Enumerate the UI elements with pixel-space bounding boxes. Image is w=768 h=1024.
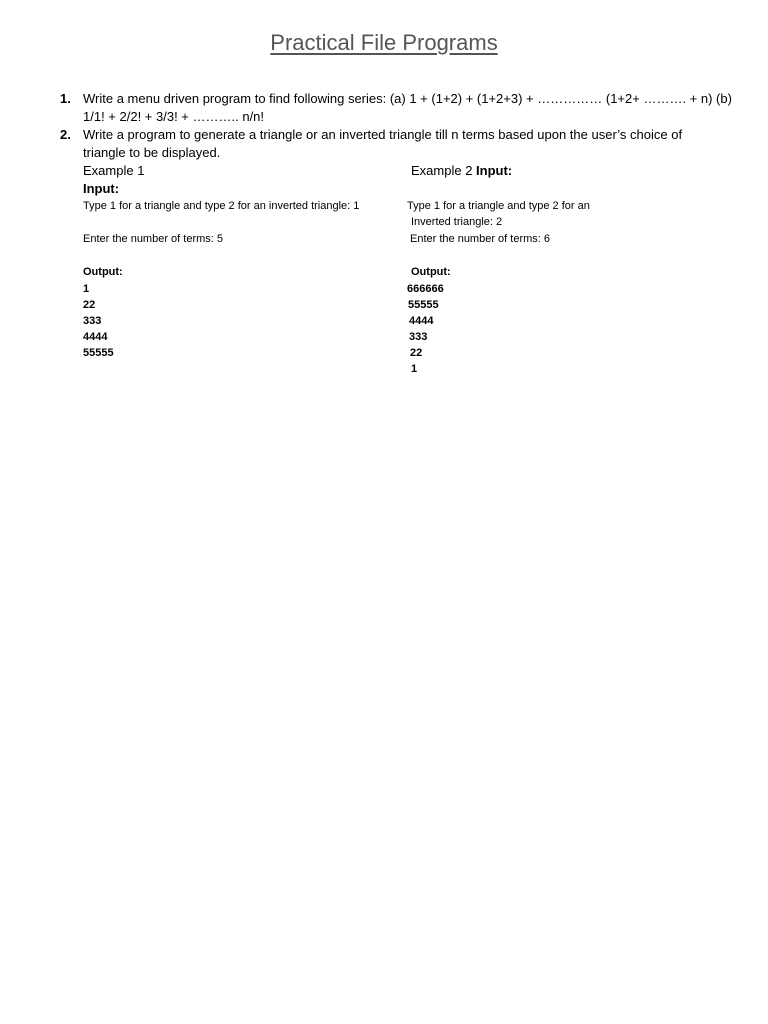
page-title-text: Practical File Programs (270, 30, 498, 55)
question-2-number: 2. (60, 127, 71, 142)
example-2-output-line: 1 (411, 363, 418, 375)
example-2-output-line: 333 (409, 331, 428, 343)
example-2-output-line: 4444 (409, 315, 434, 327)
example-1-input-label: Input: (83, 181, 120, 196)
example-2-output-label: Output: (411, 266, 451, 278)
page-title (0, 30, 768, 56)
example-2-output-line: 666666 (407, 283, 444, 295)
example-1-output-line: 1 (83, 283, 90, 295)
question-1-line-2: 1/1! + 2/2! + 3/3! + ……….. n/n! (83, 109, 265, 124)
example-1-terms: Enter the number of terms: 5 (83, 233, 224, 245)
example-2-prompt-line-2: Inverted triangle: 2 (411, 216, 503, 228)
question-2-line-2: triangle to be displayed. (83, 145, 221, 160)
example-2-input-label: Input: (476, 163, 513, 178)
question-2-line-1: Write a program to generate a triangle or an inverted triangle till n terms based upon the user’s choice of (83, 127, 683, 142)
example-2-terms: Enter the number of terms: 6 (410, 233, 551, 245)
question-1-line-1: Write a menu driven program to find following series: (a) 1 + (1+2) + (1+2+3) + …………… (1+2+ ………. + n) (b) (83, 91, 732, 106)
example-2-output-line: 55555 (408, 299, 439, 311)
example-1-output-line: 55555 (83, 347, 114, 359)
example-1-output-label: Output: (83, 266, 123, 278)
example-1-prompt: Type 1 for a triangle and type 2 for an inverted triangle: 1 (83, 200, 360, 212)
example-2-heading-text: Example 2 (411, 163, 477, 178)
example-1-output-line: 333 (83, 315, 102, 327)
example-1-output-line: 4444 (83, 331, 108, 343)
example-1-heading: Example 1 (83, 163, 145, 178)
example-2-prompt-line-1: Type 1 for a triangle and type 2 for an (407, 200, 590, 212)
example-2-output-line: 22 (410, 347, 423, 359)
example-2-heading (411, 163, 512, 178)
example-1-output-line: 22 (83, 299, 96, 311)
question-1-number: 1. (60, 91, 71, 106)
